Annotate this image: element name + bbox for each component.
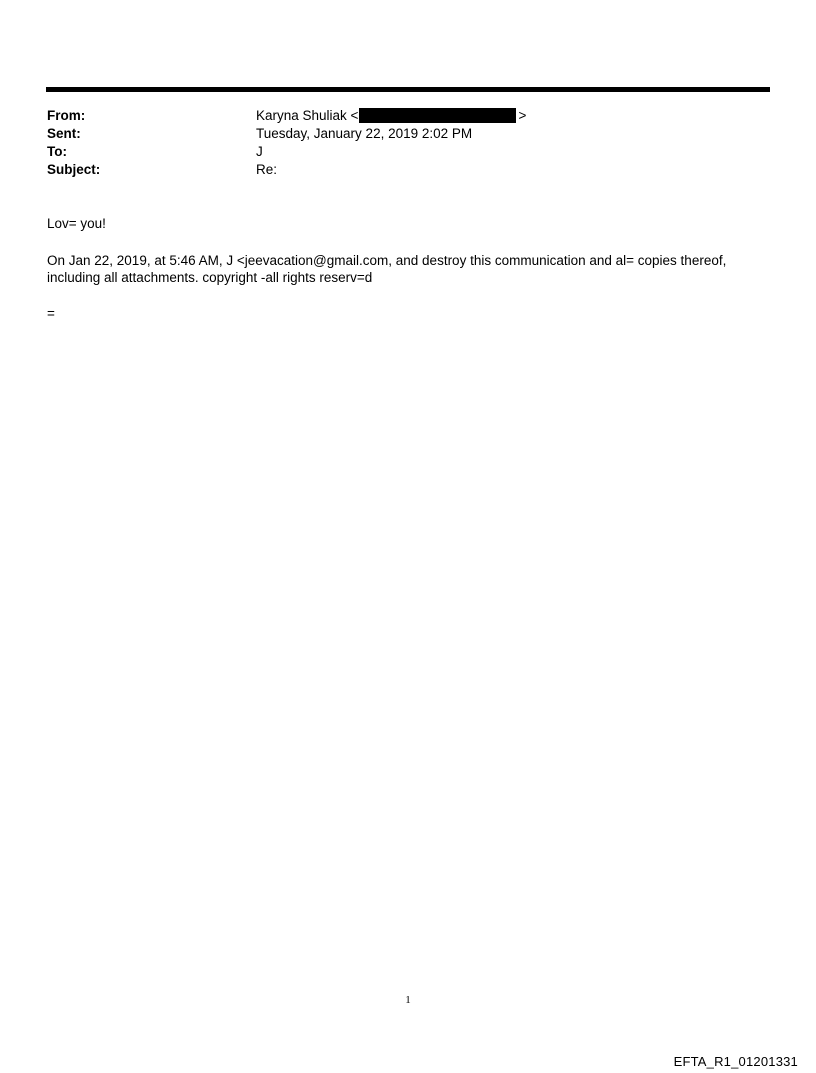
bates-number: EFTA_R1_01201331 — [673, 1054, 798, 1069]
message-greeting: Lov= you! — [47, 216, 106, 231]
trailing-equals: = — [47, 306, 55, 321]
email-header — [47, 107, 767, 179]
sender-close-bracket: > — [518, 108, 527, 123]
quoted-line-2: including all attachments. copyright -all rights reserv=d — [47, 270, 373, 285]
redaction-box — [359, 108, 516, 123]
header-divider — [46, 87, 770, 92]
to-row — [47, 143, 767, 161]
subject-row — [47, 161, 767, 179]
quoted-message — [47, 252, 767, 286]
sent-value: Tuesday, January 22, 2019 2:02 PM — [256, 126, 473, 141]
quoted-line-1: On Jan 22, 2019, at 5:46 AM, J <jeevacation@gmail.com, and destroy this communication and al= copies thereof, — [47, 253, 727, 268]
from-label: From: — [47, 108, 86, 123]
sent-row — [47, 125, 767, 143]
from-value — [256, 107, 526, 125]
to-label: To: — [47, 144, 67, 159]
sender-name: Karyna Shuliak < — [256, 108, 359, 123]
subject-label: Subject: — [47, 162, 101, 177]
page-number: 1 — [405, 994, 411, 1006]
subject-value: Re: — [256, 162, 278, 177]
to-value: J — [256, 144, 263, 159]
sent-label: Sent: — [47, 126, 81, 141]
from-row — [47, 107, 767, 125]
